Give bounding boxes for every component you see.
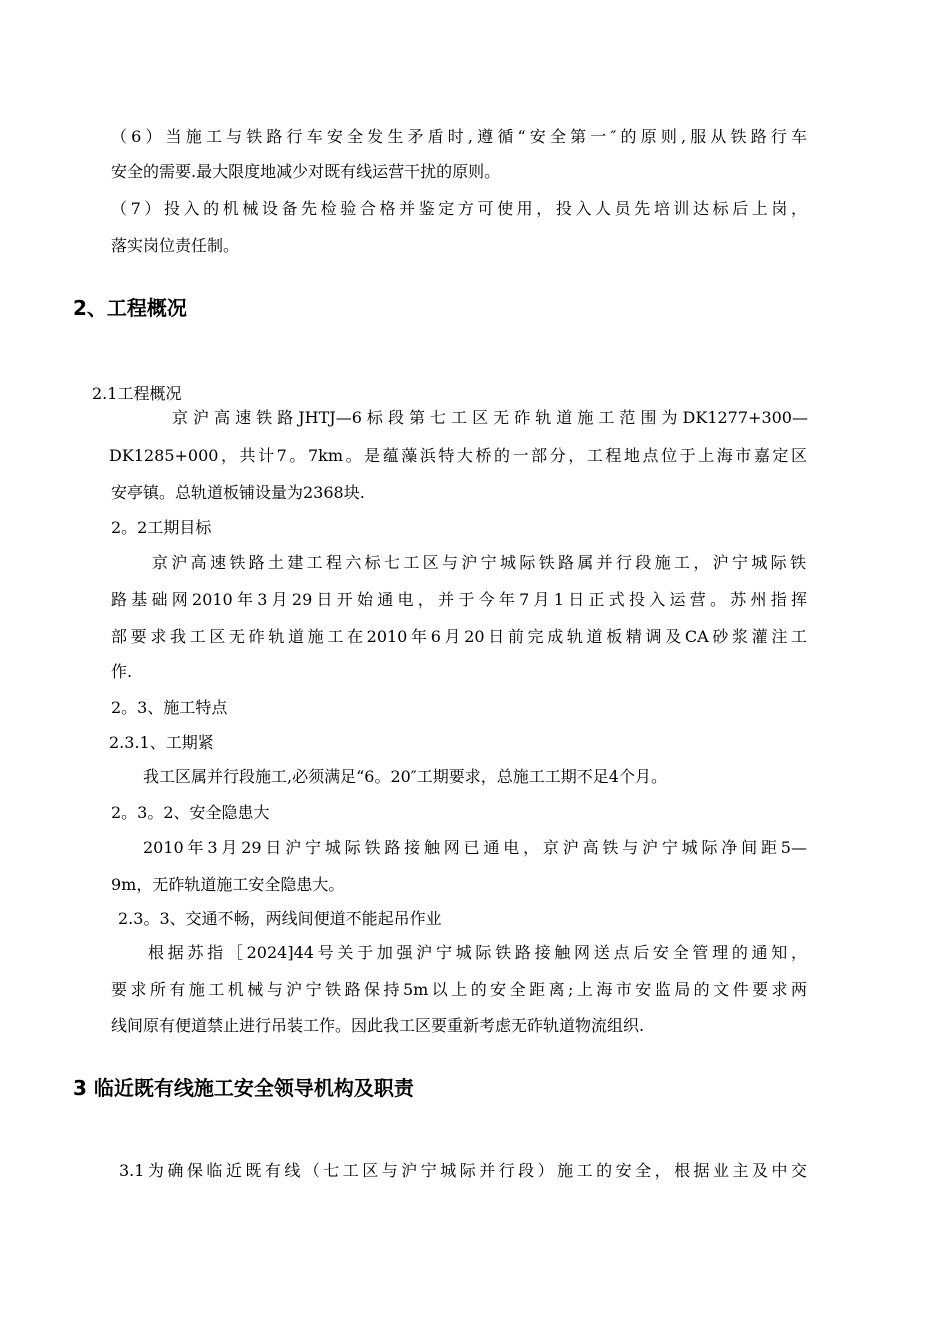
section-2-1-line-1: 京沪高速铁路JHTJ—6标段第七工区无砟轨道施工范围为DK1277+300— <box>172 408 808 427</box>
section-3-heading: 3 临近既有线施工安全领导机构及职责 <box>73 1076 414 1100</box>
section-2-3-title: 2。3、施工特点 <box>111 698 228 717</box>
section-2-2-line-1: 京沪高速铁路土建工程六标七工区与沪宁城际铁路属并行段施工，沪宁城际铁 <box>152 553 806 572</box>
section-2-3-3-line-1: 根据苏指［2024]44号关于加强沪宁城际铁路接触网送点后安全管理的通知， <box>148 943 807 962</box>
section-2-2-line-2: 路基础网2010年3月29日开始通电，并于今年7月1日正式投入运营。苏州指挥 <box>111 590 807 609</box>
paragraph-7-line-2: 落实岗位责任制。 <box>111 236 240 255</box>
section-2-3-1-line-1: 我工区属并行段施工,必须满足“6。20″工期要求，总施工工期不足4个月。 <box>143 767 667 786</box>
section-2-3-2-title: 2。3。2、安全隐患大 <box>111 803 270 822</box>
section-2-3-2-line-1: 2010年3月29日沪宁城际铁路接触网已通电，京沪高铁与沪宁城际净间距5— <box>143 838 807 857</box>
section-2-1-title: 2.1工程概况 <box>92 384 182 403</box>
section-2-2-title: 2。2工期目标 <box>111 518 212 537</box>
paragraph-6-line-1: （6）当施工与铁路行车安全发生矛盾时,遵循“安全第一″的原则,服从铁路行车 <box>111 127 807 146</box>
section-2-heading: 2、工程概况 <box>73 296 187 320</box>
section-2-2-line-3: 部要求我工区无砟轨道施工在2010年6月20日前完成轨道板精调及CA砂浆灌注工 <box>111 627 807 646</box>
section-2-3-1-title: 2.3.1、工期紧 <box>109 733 214 752</box>
paragraph-7-line-1: （7）投入的机械设备先检验合格并鉴定方可使用，投入人员先培训达标后上岗， <box>111 199 807 218</box>
section-2-1-line-2: DK1285+000，共计7。7km。是蕴藻浜特大桥的一部分，工程地点位于上海市嘉定区 <box>109 446 807 465</box>
section-2-3-3-line-3: 线间原有便道禁止进行吊装工作。因此我工区要重新考虑无砟轨道物流组织. <box>111 1016 645 1035</box>
section-2-3-2-line-2: 9m，无砟轨道施工安全隐患大。 <box>111 875 345 894</box>
section-2-3-3-line-2: 要求所有施工机械与沪宁铁路保持5m以上的安全距离;上海市安监局的文件要求两 <box>111 980 807 999</box>
paragraph-6-line-2: 安全的需要.最大限度地减少对既有线运营干扰的原则。 <box>111 162 501 181</box>
section-2-1-line-3: 安亭镇。总轨道板铺设量为2368块. <box>111 483 365 502</box>
section-2-2-line-4: 作. <box>111 662 133 681</box>
section-2-3-3-title: 2.3。3、交通不畅，两线间便道不能起吊作业 <box>118 909 442 928</box>
section-3-1-line-1: 3.1为确保临近既有线（七工区与沪宁城际并行段）施工的安全，根据业主及中交 <box>119 1161 807 1180</box>
